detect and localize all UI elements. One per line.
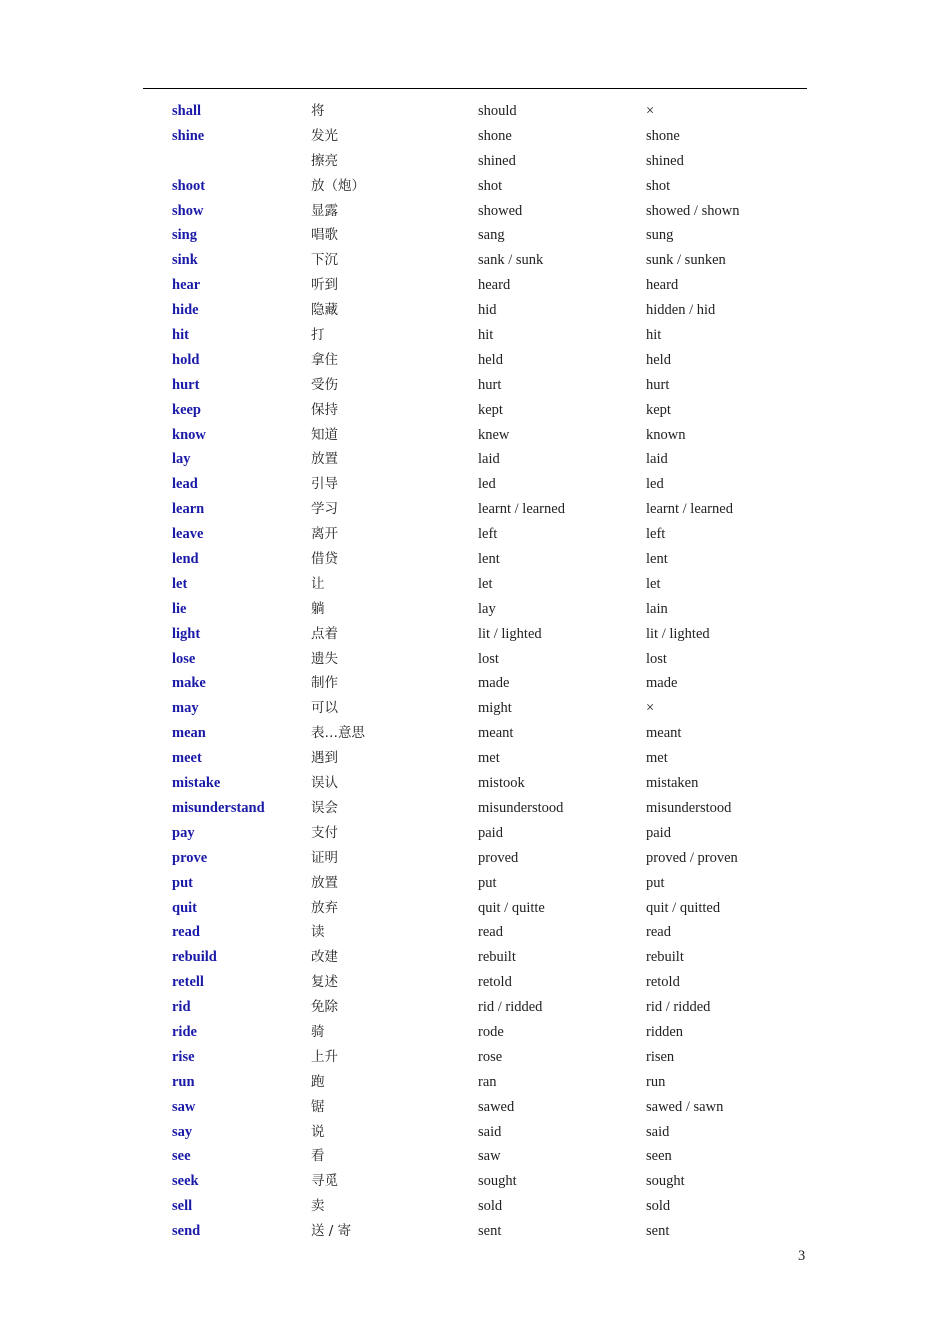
verb-past-tense: sank / sunk (478, 252, 544, 269)
verb-meaning: 显露 (311, 202, 338, 219)
verb-past-participle: misunderstood (646, 799, 732, 816)
verb-base-form: ride (172, 1023, 197, 1040)
verb-base-form: lend (172, 551, 199, 568)
verb-past-participle: sunk / sunken (646, 252, 726, 269)
verb-past-participle: meant (646, 725, 682, 742)
verb-past-participle: read (646, 924, 671, 941)
verb-past-tense: proved (478, 849, 519, 866)
verb-past-participle: let (646, 575, 661, 592)
verb-meaning: 卖 (311, 1198, 325, 1215)
verb-base-form: rebuild (172, 949, 217, 966)
table-row (172, 223, 802, 248)
verb-base-form: saw (172, 1098, 196, 1115)
table-row (172, 1020, 802, 1045)
verb-past-tense: ran (478, 1073, 497, 1090)
verb-base-form: retell (172, 974, 204, 991)
table-row (172, 1070, 802, 1095)
verb-past-tense: sold (478, 1198, 503, 1215)
table-row (172, 647, 802, 672)
verb-meaning: 表…意思 (311, 725, 365, 742)
verb-base-form: keep (172, 401, 201, 418)
table-row (172, 871, 802, 896)
verb-past-participle: laid (646, 451, 668, 468)
verb-meaning: 锯 (311, 1098, 325, 1115)
table-row (172, 970, 802, 995)
verb-base-form: mistake (172, 775, 221, 792)
verb-base-form: make (172, 675, 206, 692)
verb-past-participle: shined (646, 152, 684, 169)
table-row (172, 896, 802, 921)
table-row (172, 1045, 802, 1070)
verb-meaning: 看 (311, 1148, 325, 1165)
table-row (172, 1219, 802, 1244)
table-row (172, 1194, 802, 1219)
verb-past-tense: retold (478, 974, 512, 991)
verb-base-form: prove (172, 849, 208, 866)
verb-past-participle: held (646, 351, 671, 368)
verb-past-tense: learnt / learned (478, 501, 565, 518)
verb-past-participle: left (646, 526, 666, 543)
verb-past-tense: let (478, 575, 493, 592)
table-row (172, 199, 802, 224)
verb-past-tense: laid (478, 451, 500, 468)
verb-past-participle: retold (646, 974, 680, 991)
verb-meaning: 将 (311, 103, 325, 119)
verb-past-participle: sent (646, 1223, 670, 1240)
verb-past-tense: lost (478, 650, 499, 667)
verb-base-form: mean (172, 725, 206, 742)
verb-meaning: 唱歌 (311, 227, 338, 244)
table-row (172, 149, 802, 174)
verb-base-form: quit (172, 899, 197, 916)
verb-past-participle: lain (646, 600, 668, 617)
verb-base-form: rid (172, 999, 191, 1016)
verb-past-participle: made (646, 675, 678, 692)
verb-base-form: lay (172, 451, 191, 468)
verb-meaning: 保持 (311, 401, 338, 418)
verb-past-participle: heard (646, 277, 679, 294)
verb-past-tense: shot (478, 177, 503, 194)
verb-base-form: sink (172, 252, 198, 269)
verb-past-participle: quit / quitted (646, 899, 721, 916)
verb-past-tense: meant (478, 725, 514, 742)
verb-base-form: hurt (172, 376, 200, 393)
verb-base-form: show (172, 202, 204, 219)
verb-past-participle: risen (646, 1048, 675, 1065)
verb-base-form: misunderstand (172, 799, 265, 816)
table-row (172, 1095, 802, 1120)
table-row (172, 248, 802, 273)
table-row (172, 423, 802, 448)
verb-meaning: 放置 (311, 451, 338, 468)
verb-base-form: sell (172, 1198, 193, 1215)
verb-meaning: 打 (311, 327, 325, 344)
verb-meaning: 放弃 (311, 899, 338, 916)
verb-meaning: 说 (311, 1123, 325, 1140)
verb-past-tense: rode (478, 1023, 504, 1040)
verb-meaning: 误会 (311, 799, 338, 816)
table-row (172, 696, 802, 721)
verb-meaning: 离开 (311, 526, 338, 543)
verb-past-participle: proved / proven (646, 849, 738, 866)
verb-past-tense: heard (478, 277, 511, 294)
verb-past-participle: × (646, 700, 655, 717)
verb-meaning: 跑 (311, 1073, 325, 1090)
verb-base-form: meet (172, 750, 202, 767)
verb-past-tense: led (478, 476, 496, 493)
verb-past-tense: rid / ridded (478, 999, 543, 1016)
verb-base-form: run (172, 1073, 195, 1090)
verb-base-form: see (172, 1148, 191, 1165)
verb-base-form: let (172, 575, 188, 592)
verb-past-tense: lay (478, 600, 496, 617)
table-row (172, 348, 802, 373)
verb-past-tense: sawed (478, 1098, 515, 1115)
verb-past-participle: seen (646, 1148, 672, 1165)
table-row (172, 796, 802, 821)
verb-past-participle: said (646, 1123, 670, 1140)
verb-meaning: 骑 (311, 1023, 325, 1040)
table-row (172, 124, 802, 149)
verb-past-tense: showed (478, 202, 523, 219)
verb-meaning: 听到 (311, 277, 338, 294)
verb-past-participle: sawed / sawn (646, 1098, 724, 1115)
table-row (172, 721, 802, 746)
verb-past-participle: lit / lighted (646, 625, 710, 642)
table-row (172, 99, 802, 124)
verb-base-form: hold (172, 351, 200, 368)
table-row (172, 995, 802, 1020)
verb-base-form: hear (172, 277, 201, 294)
verb-base-form: hide (172, 302, 199, 319)
verb-meaning: 引导 (311, 476, 338, 493)
verb-base-form: seek (172, 1173, 199, 1190)
verb-past-tense: misunderstood (478, 799, 564, 816)
table-row (172, 298, 802, 323)
verb-meaning: 免除 (311, 999, 338, 1016)
verb-past-participle: × (646, 103, 655, 119)
verb-base-form: leave (172, 526, 204, 543)
verb-base-form: learn (172, 501, 205, 518)
verb-meaning: 上升 (311, 1048, 338, 1065)
verb-past-tense: rose (478, 1048, 503, 1065)
verb-past-tense: kept (478, 401, 503, 418)
verb-base-form: know (172, 426, 206, 443)
verb-past-participle: mistaken (646, 775, 699, 792)
verb-past-participle: rid / ridded (646, 999, 711, 1016)
table-row (172, 671, 802, 696)
verb-meaning: 可以 (311, 700, 338, 717)
verb-base-form: lose (172, 650, 196, 667)
verb-past-tense: hid (478, 302, 497, 319)
table-row (172, 572, 802, 597)
verb-meaning: 复述 (311, 974, 338, 991)
verb-past-tense: hurt (478, 376, 502, 393)
table-row (172, 373, 802, 398)
table-row (172, 1169, 802, 1194)
verb-past-participle: ridden (646, 1023, 684, 1040)
table-row (172, 821, 802, 846)
table-row (172, 846, 802, 871)
verb-meaning: 学习 (311, 501, 338, 518)
verb-meaning: 制作 (311, 675, 338, 692)
verb-base-form: put (172, 874, 193, 891)
verb-meaning: 受伤 (311, 376, 338, 393)
verb-meaning: 遇到 (311, 750, 338, 767)
verb-meaning: 寻觅 (311, 1173, 338, 1190)
verb-meaning: 改建 (311, 949, 338, 966)
verb-past-participle: lent (646, 551, 668, 568)
verb-meaning: 读 (311, 924, 325, 941)
verb-past-tense: lit / lighted (478, 625, 542, 642)
table-row (172, 174, 802, 199)
table-row (172, 597, 802, 622)
table-row (172, 547, 802, 572)
verb-past-participle: hit (646, 327, 662, 344)
verb-past-tense: paid (478, 824, 503, 841)
verb-meaning: 拿住 (311, 351, 338, 368)
verb-past-tense: might (478, 700, 512, 717)
verb-base-form: light (172, 625, 201, 642)
verb-base-form: sing (172, 227, 197, 244)
verb-past-participle: put (646, 874, 665, 891)
verb-meaning: 下沉 (311, 252, 338, 269)
verb-meaning: 让 (311, 575, 325, 592)
verb-meaning: 点着 (311, 625, 338, 642)
verb-past-participle: run (646, 1073, 666, 1090)
verb-past-tense: mistook (478, 775, 525, 792)
verb-past-tense: quit / quitte (478, 899, 545, 916)
table-row (172, 497, 802, 522)
table-row (172, 323, 802, 348)
verb-past-tense: hit (478, 327, 494, 344)
verb-meaning: 证明 (311, 849, 338, 866)
verb-base-form: read (172, 924, 200, 941)
verb-past-participle: led (646, 476, 664, 493)
verb-base-form: send (172, 1223, 201, 1240)
verb-base-form: may (172, 700, 199, 717)
verb-base-form: hit (172, 327, 189, 344)
verb-past-tense: should (478, 103, 517, 119)
table-row (172, 1120, 802, 1145)
verb-meaning: 支付 (311, 824, 338, 841)
verb-base-form: shine (172, 127, 205, 144)
verb-past-participle: known (646, 426, 686, 443)
verb-past-tense: saw (478, 1148, 501, 1165)
verb-meaning: 借贷 (311, 551, 338, 568)
irregular-verb-table (172, 99, 802, 1244)
table-row (172, 472, 802, 497)
verb-meaning: 躺 (311, 600, 325, 617)
table-row (172, 771, 802, 796)
verb-base-form: lie (172, 600, 187, 617)
verb-past-tense: shined (478, 152, 516, 169)
header-rule (143, 88, 807, 89)
verb-past-tense: sang (478, 227, 505, 244)
verb-past-participle: lost (646, 650, 667, 667)
verb-meaning: 误认 (311, 775, 338, 792)
page-number: 3 (798, 1248, 806, 1264)
verb-past-tense: read (478, 924, 503, 941)
verb-past-tense: shone (478, 127, 512, 144)
verb-past-tense: left (478, 526, 498, 543)
verb-past-participle: showed / shown (646, 202, 740, 219)
verb-base-form: pay (172, 824, 195, 841)
verb-past-participle: met (646, 750, 668, 767)
table-row (172, 945, 802, 970)
table-row (172, 920, 802, 945)
verb-past-participle: paid (646, 824, 671, 841)
verb-meaning: 擦亮 (311, 152, 338, 169)
verb-past-tense: sought (478, 1173, 517, 1190)
verb-past-tense: sent (478, 1223, 502, 1240)
verb-past-participle: learnt / learned (646, 501, 733, 518)
verb-past-participle: hurt (646, 376, 670, 393)
table-row (172, 1144, 802, 1169)
table-row (172, 398, 802, 423)
table-row (172, 622, 802, 647)
verb-past-participle: sought (646, 1173, 685, 1190)
verb-past-participle: hidden / hid (646, 302, 716, 319)
verb-past-tense: said (478, 1123, 502, 1140)
verb-meaning: 遗失 (311, 650, 338, 667)
verb-past-tense: rebuilt (478, 949, 516, 966)
verb-base-form: shoot (172, 177, 206, 194)
verb-past-tense: put (478, 874, 497, 891)
verb-meaning: 发光 (311, 127, 338, 144)
verb-base-form: rise (172, 1048, 195, 1065)
verb-meaning: 知道 (311, 426, 338, 443)
verb-base-form: say (172, 1123, 193, 1140)
verb-past-tense: knew (478, 426, 510, 443)
verb-past-tense: held (478, 351, 503, 368)
verb-meaning: 放置 (311, 874, 338, 891)
verb-past-participle: sung (646, 227, 674, 244)
verb-base-form: lead (172, 476, 198, 493)
verb-meaning: 放（炮） (311, 177, 365, 194)
verb-past-tense: lent (478, 551, 500, 568)
verb-meaning: 送 / 寄 (311, 1223, 352, 1240)
table-row (172, 746, 802, 771)
verb-past-participle: rebuilt (646, 949, 684, 966)
verb-meaning: 隐藏 (311, 302, 338, 319)
table-row (172, 447, 802, 472)
table-row (172, 522, 802, 547)
verb-past-participle: kept (646, 401, 671, 418)
verb-past-tense: made (478, 675, 510, 692)
verb-base-form: shall (172, 103, 202, 119)
verb-past-participle: sold (646, 1198, 671, 1215)
verb-past-participle: shot (646, 177, 671, 194)
table-row (172, 273, 802, 298)
verb-past-tense: met (478, 750, 500, 767)
verb-past-participle: shone (646, 127, 680, 144)
